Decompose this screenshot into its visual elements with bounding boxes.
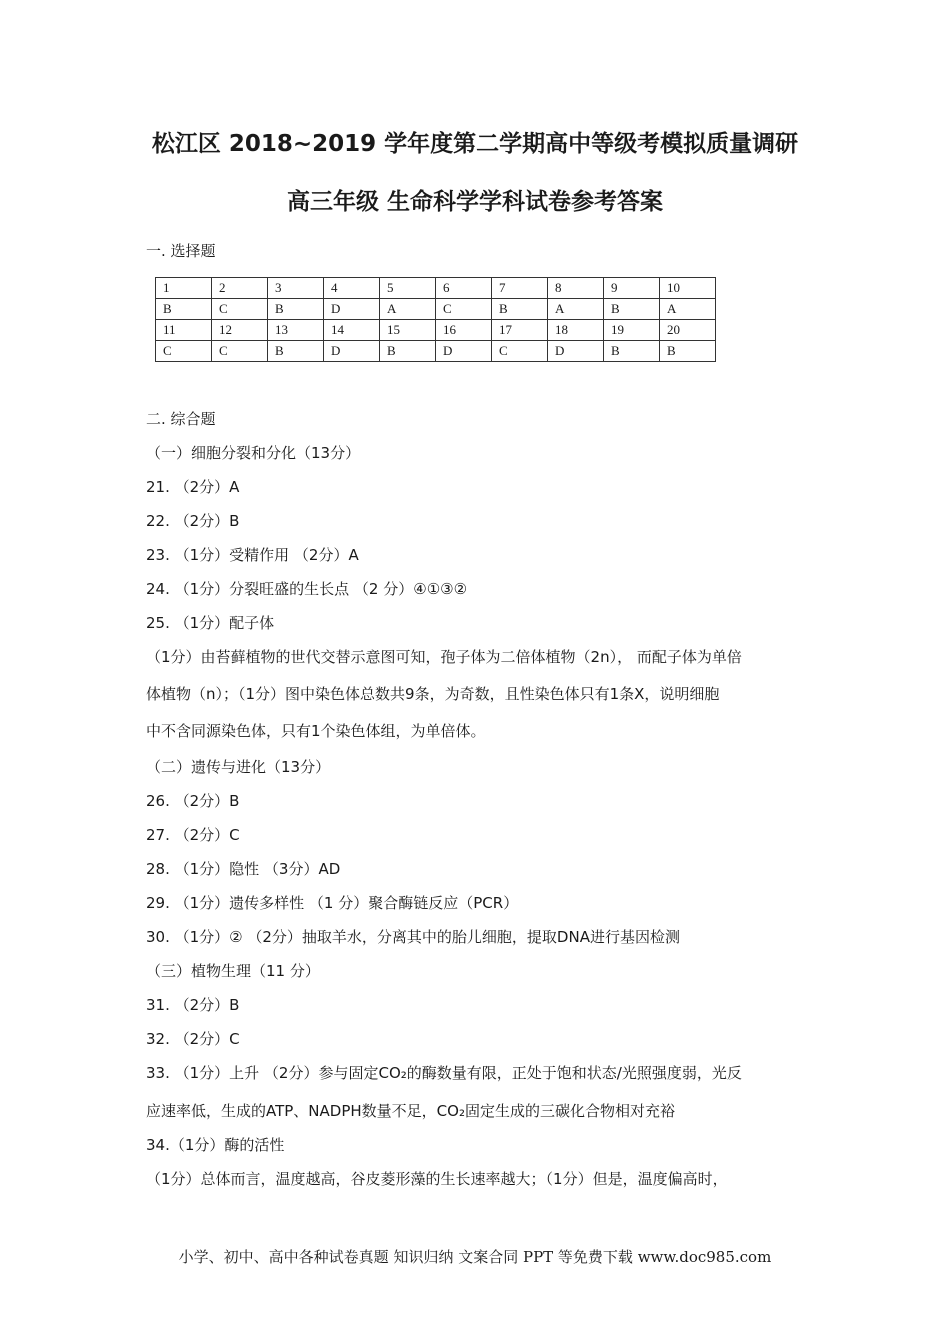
table-cell: D bbox=[436, 341, 492, 362]
table-cell: 16 bbox=[436, 320, 492, 341]
answer-line: 28. （1分）隐性 （3分）AD bbox=[146, 860, 341, 878]
page-footer: 小学、初中、高中各种试卷真题 知识归纳 文案合同 PPT 等免费下载 www.doc985.com bbox=[178, 1248, 772, 1266]
answer-line: 22. （2分）B bbox=[146, 512, 240, 530]
answer-line: （三）植物生理（11 分） bbox=[146, 962, 320, 980]
answer-table bbox=[155, 277, 716, 362]
answer-line: 31. （2分）B bbox=[146, 996, 240, 1014]
table-cell: 13 bbox=[268, 320, 324, 341]
table-cell: D bbox=[324, 299, 380, 320]
answer-line: （1分）总体而言，温度越高，谷皮菱形藻的生长速率越大；（1分）但是，温度偏高时， bbox=[146, 1170, 728, 1188]
answer-line: 33. （1分）上升 （2分）参与固定CO₂的酶数量有限，正处于饱和状态/光照强度弱，光反 bbox=[146, 1064, 742, 1082]
answer-line: （一）细胞分裂和分化（13分） bbox=[146, 444, 361, 462]
answer-line: 34.（1分）酶的活性 bbox=[146, 1136, 285, 1154]
table-cell: 6 bbox=[436, 278, 492, 299]
document-title: 松江区 2018~2019 学年度第二学期高中等级考模拟质量调研 bbox=[151, 131, 799, 157]
answer-line: （1分）由苔藓植物的世代交替示意图可知，孢子体为二倍体植物（2n）， 而配子体为单倍 bbox=[146, 648, 742, 666]
table-cell: A bbox=[548, 299, 604, 320]
section-heading-choice: 一. 选择题 bbox=[146, 242, 216, 260]
answer-line: 21. （2分）A bbox=[146, 478, 240, 496]
table-cell: 19 bbox=[604, 320, 660, 341]
table-cell: 5 bbox=[380, 278, 436, 299]
answer-line: 27. （2分）C bbox=[146, 826, 240, 844]
table-cell: C bbox=[212, 341, 268, 362]
table-cell: B bbox=[268, 341, 324, 362]
table-cell: 18 bbox=[548, 320, 604, 341]
table-cell: C bbox=[212, 299, 268, 320]
table-cell: B bbox=[156, 299, 212, 320]
table-cell: B bbox=[268, 299, 324, 320]
table-cell: B bbox=[660, 341, 716, 362]
table-cell: 4 bbox=[324, 278, 380, 299]
table-cell: 1 bbox=[156, 278, 212, 299]
table-row bbox=[156, 320, 716, 341]
table-cell: 20 bbox=[660, 320, 716, 341]
table-cell: 9 bbox=[604, 278, 660, 299]
table-row bbox=[156, 278, 716, 299]
table-cell: 17 bbox=[492, 320, 548, 341]
answer-line: 25. （1分）配子体 bbox=[146, 614, 275, 632]
table-cell: D bbox=[548, 341, 604, 362]
answer-line: 体植物（n）；（1分）图中染色体总数共9条，为奇数，且性染色体只有1条X，说明细胞 bbox=[146, 685, 720, 703]
answer-line: 24. （1分）分裂旺盛的生长点 （2 分）④①③② bbox=[146, 580, 468, 598]
table-cell: B bbox=[604, 341, 660, 362]
answer-line: 30. （1分）② （2分）抽取羊水，分离其中的胎儿细胞，提取DNA进行基因检测 bbox=[146, 928, 680, 946]
answer-line: 中不含同源染色体，只有1个染色体组，为单倍体。 bbox=[146, 722, 486, 740]
table-row bbox=[156, 341, 716, 362]
table-cell: C bbox=[492, 341, 548, 362]
table-cell: 3 bbox=[268, 278, 324, 299]
section-heading-comprehensive: 二. 综合题 bbox=[146, 410, 216, 428]
table-cell: B bbox=[604, 299, 660, 320]
table-row bbox=[156, 299, 716, 320]
answer-line: 应速率低，生成的ATP、NADPH数量不足，CO₂固定生成的三碳化合物相对充裕 bbox=[146, 1102, 675, 1120]
table-cell: C bbox=[436, 299, 492, 320]
table-cell: 11 bbox=[156, 320, 212, 341]
table-cell: B bbox=[380, 341, 436, 362]
answer-line: （二）遗传与进化（13分） bbox=[146, 758, 331, 776]
document-subtitle: 高三年级 生命科学学科试卷参考答案 bbox=[286, 189, 663, 215]
table-cell: 12 bbox=[212, 320, 268, 341]
clipped-scan-artifact bbox=[175, 266, 265, 272]
answer-line: 23. （1分）受精作用 （2分）A bbox=[146, 546, 359, 564]
table-cell: A bbox=[380, 299, 436, 320]
table-cell: B bbox=[492, 299, 548, 320]
answer-line: 32. （2分）C bbox=[146, 1030, 240, 1048]
table-cell: 14 bbox=[324, 320, 380, 341]
table-cell: 8 bbox=[548, 278, 604, 299]
table-cell: 7 bbox=[492, 278, 548, 299]
table-cell: 2 bbox=[212, 278, 268, 299]
answer-line: 26. （2分）B bbox=[146, 792, 240, 810]
table-cell: A bbox=[660, 299, 716, 320]
table-cell: D bbox=[324, 341, 380, 362]
table-cell: 15 bbox=[380, 320, 436, 341]
table-cell: 10 bbox=[660, 278, 716, 299]
answer-line: 29. （1分）遗传多样性 （1 分）聚合酶链反应（PCR） bbox=[146, 894, 519, 912]
table-cell: C bbox=[156, 341, 212, 362]
